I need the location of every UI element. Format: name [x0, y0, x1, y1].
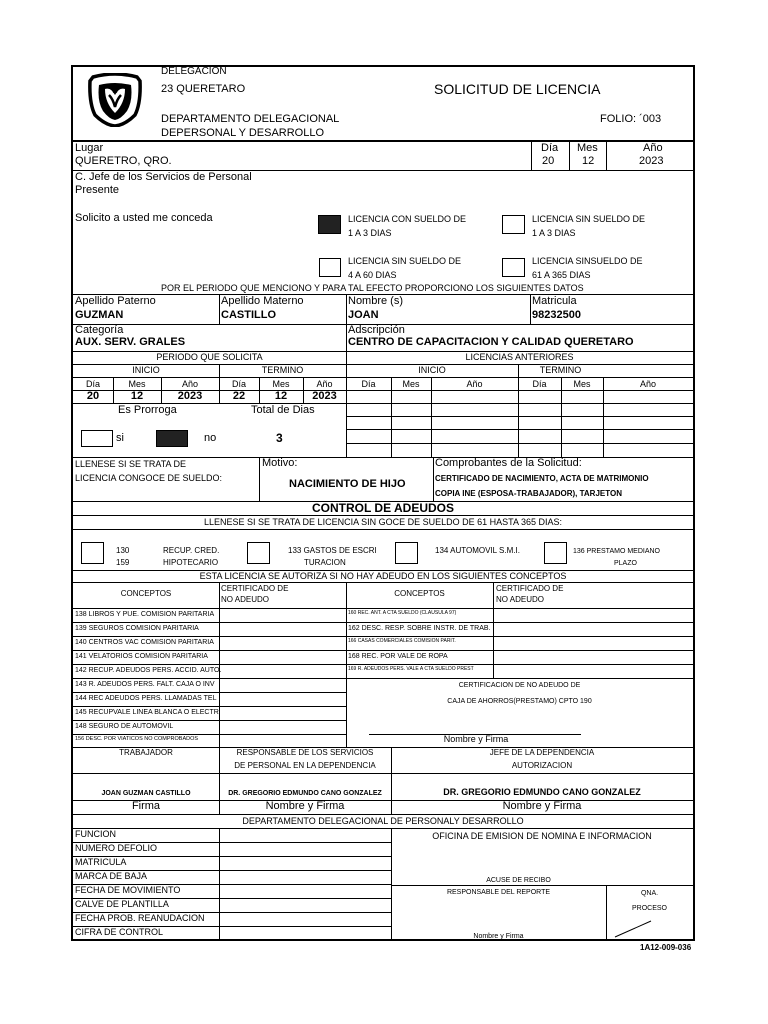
control-title: CONTROL DE ADEUDOS: [311, 501, 454, 515]
concept-left-item: 143 R. ADEUDOS PERS. FALT. CAJA O INV: [75, 681, 215, 688]
folio: FOLIO: ´003: [600, 113, 662, 125]
sig-responsable: DR. GREGORIO EDMUNDO CANO GONZALEZ: [228, 790, 382, 797]
adscripcion: CENTRO DE CAPACITACION Y CALIDAD QUERETARO: [348, 336, 634, 348]
concept-left-item: 140 CENTROS VAC COMISION PARITARIA: [75, 639, 214, 646]
col-mes: Mes: [272, 379, 290, 389]
cert-header-left-2: NO ADEUDO: [221, 595, 270, 604]
col-anio: Año: [466, 379, 483, 389]
opt2-line2: 1 A 3 DIAS: [532, 228, 576, 238]
adeudo-134-checkbox[interactable]: [395, 542, 418, 564]
bottom-row-label: MARCA DE BAJA: [75, 871, 148, 881]
si-label: si: [116, 432, 124, 444]
anio-label: Año: [643, 142, 663, 154]
qna-label: QNA.: [640, 890, 659, 897]
resp-line1: RESPONSABLE DE LOS SERVICIOS: [236, 748, 374, 757]
jefe-line2: AUTORIZACION: [511, 761, 573, 770]
col-anio: Año: [639, 379, 656, 389]
option-sin-sueldo-61-365-checkbox[interactable]: [502, 258, 525, 277]
col-dia: Día: [231, 379, 246, 389]
form-title: SOLICITUD DE LICENCIA: [434, 81, 601, 97]
col-dia: Día: [85, 379, 100, 389]
col-anio: Año: [316, 379, 333, 389]
col-mes: Mes: [402, 379, 420, 389]
resp-reporte-label: RESPONSABLE DEL REPORTE: [446, 889, 551, 896]
no-label: no: [204, 432, 217, 444]
delegacion-value: 23 QUERETARO: [161, 83, 246, 95]
comprobantes-label: Comprobantes de la Solicitud:: [435, 457, 582, 469]
categoria: AUX. SERV. GRALES: [75, 336, 186, 348]
concept-left-item: 142 RECUP. ADEUDOS PERS. ACCID. AUTO.: [75, 667, 222, 674]
bottom-row-label: NUMERO DEFOLIO: [75, 843, 158, 853]
oficina-label: OFICINA DE EMISION DE NOMINA E INFORMACION: [432, 831, 652, 841]
concept-left-item: 148 SEGURO DE AUTOMOVIL: [75, 723, 174, 730]
opt3-line2: 4 A 60 DIAS: [348, 270, 397, 280]
concept-left-item: 145 RECUPVALE LINEA BLANCA O ELECTR: [75, 709, 219, 716]
reporte-nombre-firma: Nombre y Firma: [473, 933, 524, 940]
delegacion-label: DELEGACION: [161, 66, 227, 77]
adeudo-130-checkbox[interactable]: [81, 542, 104, 564]
matricula-label: Matricula: [532, 295, 577, 307]
option-con-sueldo-checkbox[interactable]: [318, 215, 341, 234]
matricula: 98232500: [532, 309, 581, 321]
proceso-label: PROCESO: [631, 905, 667, 912]
addressee-line1: C. Jefe de los Servicios de Personal: [75, 171, 252, 183]
concept-right-item: 160 REC. ANT. A CTA SUELDO (CLAUSULA 97): [348, 610, 457, 616]
adeudo-130-label: RECUP. CRED.: [163, 546, 220, 555]
opt1-line2: 1 A 3 DIAS: [348, 228, 392, 238]
adeudo-133-label2: TURACION: [304, 558, 346, 567]
autoriza-text: ESTA LICENCIA SE AUTORIZA SI NO HAY ADEUDO EN LOS SIGUIENTES CONCEPTOS: [199, 571, 567, 581]
total-dias: 3: [276, 431, 283, 445]
inicio-dia: 20: [86, 390, 100, 402]
form-code: 1A12-009-036: [640, 943, 692, 952]
concept-left-item: 138 LIBROS Y PUE. COMISION PARITARIA: [75, 611, 215, 618]
depto-line1: DEPARTAMENTO DELEGACIONAL: [161, 113, 340, 125]
lugar-value: QUERETRO, QRO.: [75, 155, 172, 167]
ant-inicio-label: INICIO: [418, 365, 446, 375]
adeudo-136-checkbox[interactable]: [544, 542, 567, 564]
opt2-line1: LICENCIA SIN SUELDO DE: [532, 214, 646, 224]
concept-right-item: 162 DESC. RESP. SOBRE INSTR. DE TRAB.: [348, 625, 491, 632]
concept-left-item: 156 DESC. POR VIATICOS NO COMPROBADOS: [75, 736, 199, 742]
termino-mes: 12: [274, 390, 288, 402]
caja-nombre-firma: Nombre y Firma: [443, 734, 509, 744]
fecha-anio: 2023: [639, 155, 664, 167]
termino-dia: 22: [232, 390, 246, 402]
prorroga-no-checkbox[interactable]: [156, 430, 188, 447]
adscripcion-label: Adscripción: [348, 324, 405, 336]
categoria-label: Categoría: [75, 324, 124, 336]
adeudo-133-label: 133 GASTOS DE ESCRI: [288, 546, 377, 555]
opt4-line1: LICENCIA SINSUELDO DE: [532, 256, 643, 266]
cert-header-left-1: CERTIFICADO DE: [221, 584, 289, 593]
opt3-line1: LICENCIA SIN SUELDO DE: [348, 256, 462, 266]
resp-line2: DE PERSONAL EN LA DEPENDENCIA: [234, 761, 376, 770]
anteriores-label: LICENCIAS ANTERIORES: [465, 352, 574, 362]
col-mes: Mes: [573, 379, 591, 389]
sig-trabajador: JOAN GUZMAN CASTILLO: [101, 790, 191, 797]
comprobantes-line2: COPIA INE (ESPOSA-TRABAJADOR), TARJETON: [435, 489, 622, 498]
adeudo-136-label: 136 PRESTAMO MEDIANO: [573, 548, 661, 555]
periodo-text: POR EL PERIODO QUE MENCIONO Y PARA TAL EFECTO PROPORCIONO LOS SIGUIENTES DATOS: [161, 283, 584, 293]
caja-line2: CAJA DE AHORROS(PRESTAMO) CPTO 190: [447, 698, 592, 705]
opt4-line2: 61 A 365 DIAS: [532, 270, 591, 280]
inicio-anio: 2023: [177, 390, 203, 402]
addressee-line2: Presente: [75, 184, 120, 196]
termino-label: TERMINO: [261, 365, 304, 375]
nombre-firma-label-2: Nombre y Firma: [502, 800, 582, 812]
concept-right-item: 166 CASAS COMERCIALES COMISION PARIT.: [348, 638, 456, 644]
imss-logo-icon: [85, 73, 145, 127]
license-request-form: [71, 65, 695, 941]
conceptos-header-right: CONCEPTOS: [394, 589, 445, 598]
bottom-row-label: FUNCION: [75, 829, 116, 839]
col-mes: Mes: [128, 379, 146, 389]
firma-label: Firma: [131, 800, 161, 812]
adeudo-159-code: 159: [116, 558, 130, 567]
adeudo-159-label: HIPOTECARIO: [163, 558, 219, 567]
llenese-line2: LICENCIA CONGOCE DE SUELDO:: [75, 473, 223, 483]
sig-jefe: DR. GREGORIO EDMUNDO CANO GONZALEZ: [443, 787, 641, 797]
fecha-dia: 20: [542, 155, 555, 167]
col-dia: Día: [361, 379, 376, 389]
termino-anio: 2023: [312, 390, 337, 402]
llenese-line1: LLENESE SI SE TRATA DE: [75, 459, 187, 469]
bottom-dept: DEPARTAMENTO DELEGACIONAL DE PERSONALY DESARROLLO: [242, 816, 524, 826]
bottom-row-label: MATRICULA: [75, 857, 127, 867]
cert-header-right-1: CERTIFICADO DE: [496, 584, 564, 593]
col-anio: Año: [181, 379, 198, 389]
ap-materno-label: Apellido Materno: [221, 295, 304, 307]
option-sin-sueldo-4-60-checkbox[interactable]: [319, 258, 341, 277]
total-label: Total de Dias: [251, 404, 315, 416]
adeudo-133-checkbox[interactable]: [247, 542, 270, 564]
concept-right-item: 169 R. ADEUDOS PERS. VALE A CTA SUELDO PREST: [348, 666, 474, 672]
adeudo-136-label2: PLAZO: [614, 560, 637, 567]
comprobantes-line1: CERTIFICADO DE NACIMIENTO, ACTA DE MATRIMONIO: [435, 474, 649, 483]
solicito-text: Solicito a usted me conceda: [75, 212, 213, 224]
jefe-line1: JEFE DE LA DEPENDENCIA: [489, 748, 595, 757]
bottom-row-label: CIFRA DE CONTROL: [75, 927, 164, 937]
dia-label: Día: [541, 142, 559, 154]
col-dia: Día: [532, 379, 547, 389]
mes-label: Mes: [577, 142, 598, 154]
ap-materno: CASTILLO: [221, 309, 276, 321]
depto-line2: DEPERSONAL Y DESARROLLO: [161, 127, 325, 139]
bottom-row-label: FECHA DE MOVIMIENTO: [75, 885, 181, 895]
periodo-label: PERIODO QUE SOLICITA: [156, 352, 263, 362]
fecha-mes: 12: [582, 155, 595, 167]
inicio-mes: 12: [130, 390, 144, 402]
conceptos-header-left: CONCEPTOS: [120, 589, 172, 598]
bottom-row-label: CALVE DE PLANTILLA: [75, 899, 169, 909]
concept-left-item: 141 VELATORIOS COMISION PARITARIA: [75, 653, 208, 660]
proceso-slash: [613, 917, 653, 939]
bottom-row-label: FECHA PROB. REANUDACION: [75, 913, 205, 923]
opt1-line1: LICENCIA CON SUELDO DE: [348, 214, 467, 224]
control-llenese: LLENESE SI SE TRATA DE LICENCIA SIN GOCE DE SUELDO DE 61 HASTA 365 DIAS:: [204, 517, 562, 527]
nombre-label: Nombre (s): [348, 295, 404, 307]
concept-left-item: 139 SEGUROS COMISION PARITARIA: [75, 625, 199, 632]
lugar-label: Lugar: [75, 142, 104, 154]
adeudo-134-label: 134 AUTOMOVIL S.M.I.: [435, 546, 520, 555]
cert-header-right-2: NO ADEUDO: [496, 595, 545, 604]
prorroga-label: Es Prorroga: [118, 404, 177, 416]
acuse-label: ACUSE DE RECIBO: [486, 877, 551, 884]
ap-paterno: GUZMAN: [75, 309, 124, 321]
concept-right-item: 168 REC. POR VALE DE ROPA: [348, 653, 448, 660]
option-sin-sueldo-1-3-checkbox[interactable]: [502, 215, 525, 234]
ap-paterno-label: Apellido Paterno: [75, 295, 156, 307]
trabajador-label: TRABAJADOR: [119, 748, 173, 757]
prorroga-si-checkbox[interactable]: [81, 430, 113, 447]
adeudo-130-code: 130: [116, 546, 130, 555]
motivo-value: NACIMIENTO DE HIJO: [289, 478, 406, 490]
inicio-label: INICIO: [132, 365, 160, 375]
caja-line1: CERTIFICACION DE NO ADEUDO DE: [458, 682, 581, 689]
ant-termino-label: TERMINO: [539, 365, 582, 375]
motivo-label: Motivo:: [262, 457, 298, 469]
concept-left-item: 144 REC ADEUDOS PERS. LLAMADAS TEL: [75, 695, 217, 702]
nombre: JOAN: [348, 309, 379, 321]
nombre-firma-label-1: Nombre y Firma: [265, 800, 345, 812]
